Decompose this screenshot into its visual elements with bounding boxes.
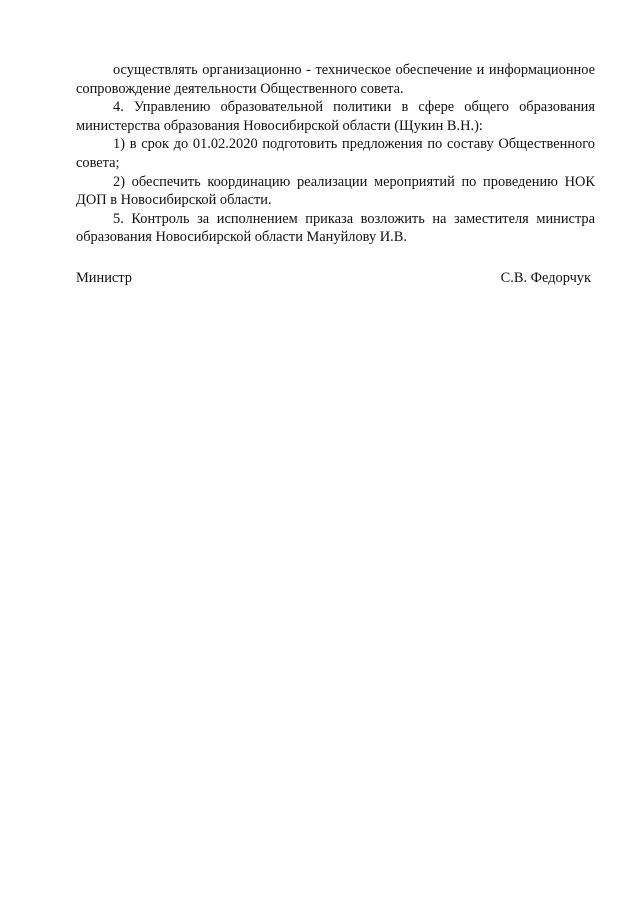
signature-block — [76, 269, 595, 288]
signatory-position: Министр — [76, 270, 132, 286]
paragraph-support-duties: осуществлять организационно - техническое обеспечение и информационное сопровождение деятельности Общественного совета. — [76, 62, 595, 97]
paragraph-subitem-1: 1) в срок до 01.02.2020 подготовить предложения по составу Общественного совета; — [76, 136, 595, 171]
paragraph-item-4: 4. Управлению образовательной политики в сфере общего образования министерства образования Новосибирской области (Щукин В.Н.): — [76, 99, 595, 134]
signatory-name: С.В. Федорчук — [500, 270, 591, 286]
document-body — [76, 61, 595, 247]
paragraph-item-5: 5. Контроль за исполнением приказа возложить на заместителя министра образования Новосибирской области Мануйлову И.В. — [76, 210, 595, 246]
paragraph-subitem-2: 2) обеспечить координацию реализации мероприятий по проведению НОК ДОП в Новосибирской области. — [76, 173, 595, 209]
